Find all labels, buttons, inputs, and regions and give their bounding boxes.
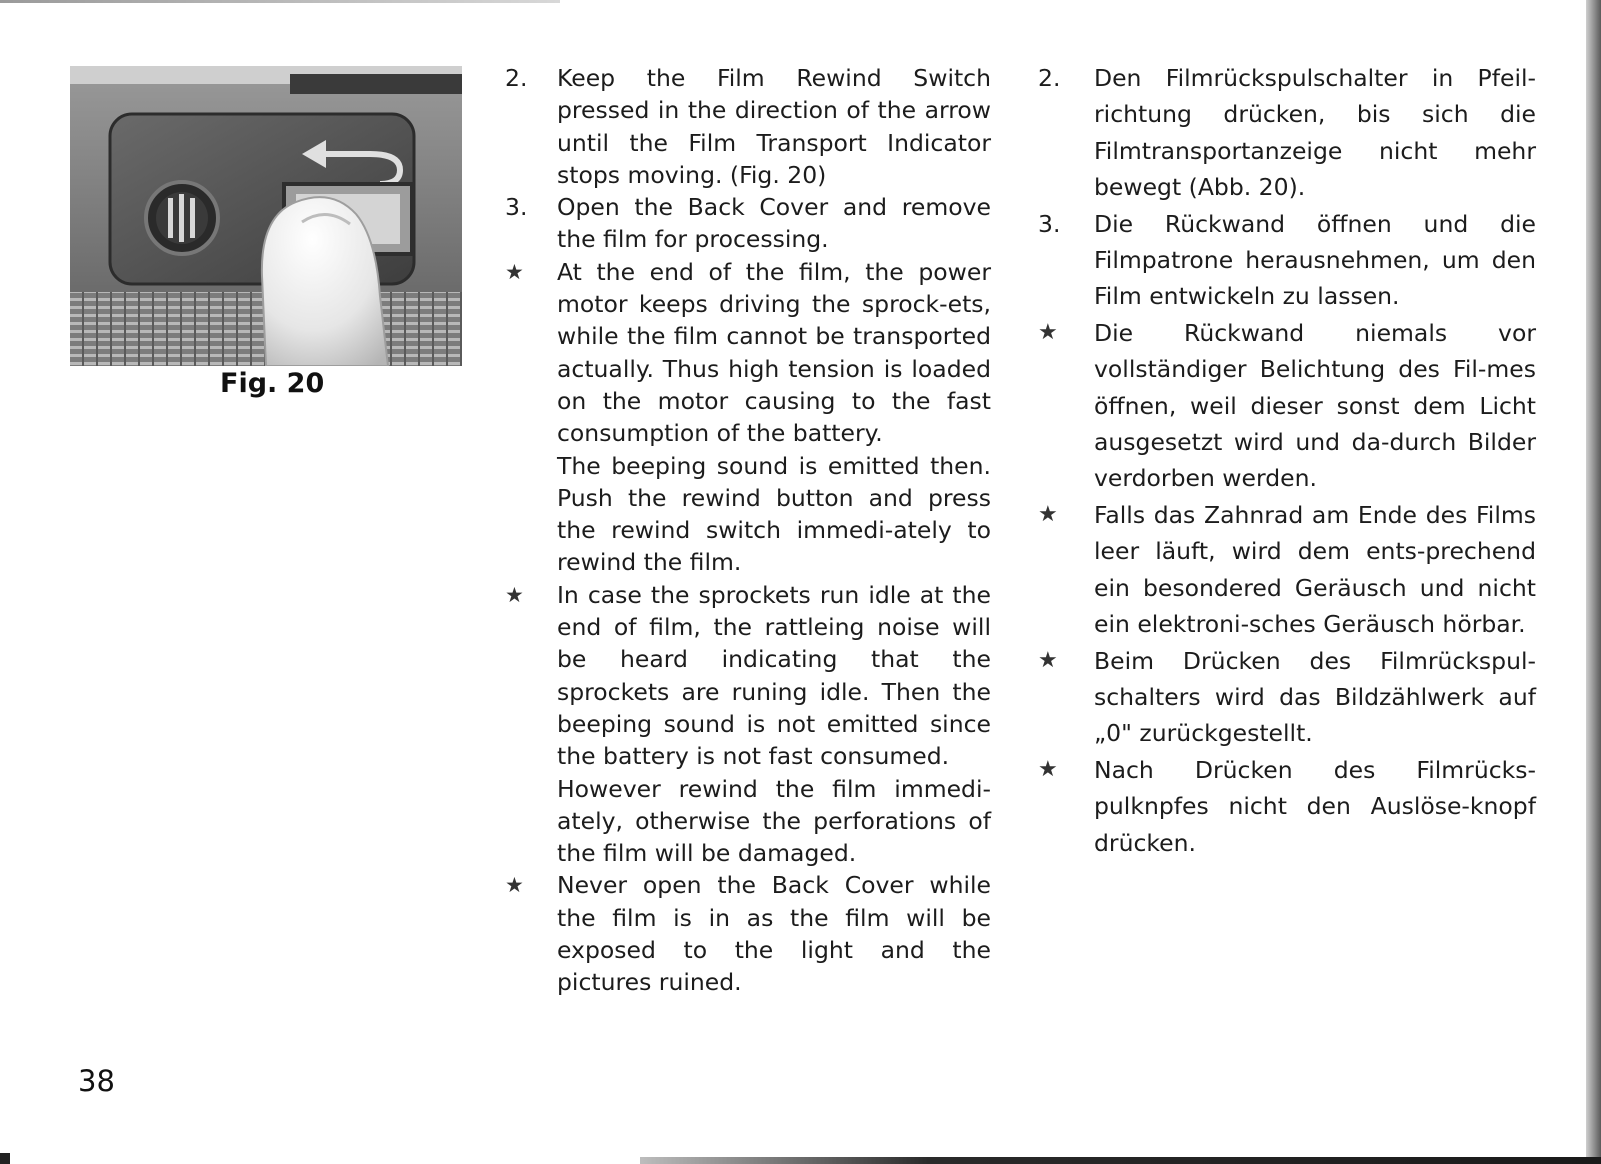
star-bullet-icon: ★: [1038, 319, 1058, 345]
step-number: 3.: [505, 193, 528, 222]
note-text: Falls das Zahnrad am Ende des Films leer läuft, wird dem ents-prechend ein besondered Geräusch und nicht ein elektroni-sches Geräusch hörbar.: [1094, 500, 1536, 639]
note-text: Die Rückwand niemals vor vollständiger Belichtung des Fil-mes öffnen, weil dieser sonst dem Licht ausgesetzt wird und da-durch Bilder verdorben werden.: [1094, 318, 1536, 493]
note-text: At the end of the film, the power motor keeps driving the sprock-ets, while the film cannot be transported actually. Thus high tension is loaded on the motor causing to the fast consumption of the battery.: [557, 257, 991, 448]
english-instructions: [505, 62, 991, 999]
list-item: [505, 191, 991, 256]
list-item: [1038, 206, 1536, 315]
page-top-edge: [0, 0, 560, 3]
list-item: [1038, 60, 1536, 206]
note-text: The beeping sound is emitted then. Push the rewind button and press the rewind switch immedi-ately to rewind the film.: [557, 451, 991, 577]
figure-caption: Fig. 20: [220, 368, 325, 399]
note-text: However rewind the film immedi-ately, otherwise the perforations of the film will be damaged.: [557, 774, 991, 868]
list-item: [1038, 315, 1536, 497]
german-instructions: [1038, 60, 1536, 861]
note-text: Beim Drücken des Filmrückspul-schalters wird das Bildzählwerk auf „0" zurückgestellt.: [1094, 646, 1536, 748]
step-number: 2.: [505, 64, 528, 92]
instruction-text: Open the Back Cover and remove the film for processing.: [557, 193, 991, 254]
figure-20-photo: [70, 66, 462, 366]
page-right-edge: [1586, 0, 1601, 1164]
list-item: [505, 869, 991, 998]
list-item: [505, 579, 991, 870]
note-text: In case the sprockets run idle at the end of film, the rattleing noise will be heard indicating that the sprockets are runing idle. Then the beeping sound is not emitted since the battery is not fast consumed.: [557, 580, 991, 771]
star-bullet-icon: ★: [1038, 756, 1058, 782]
instruction-text: Die Rückwand öffnen und die Filmpatrone herausnehmen, um den Film entwickeln zu lassen.: [1094, 209, 1536, 311]
note-text: Nach Drücken des Filmrücks-pulknpfes nicht den Auslöse-knopf drücken.: [1094, 755, 1536, 857]
star-bullet-icon: ★: [1038, 647, 1058, 673]
instruction-text: Den Filmrückspulschalter in Pfeil-richtung drücken, bis sich die Filmtransportanzeige nicht mehr bewegt (Abb. 20).: [1094, 64, 1536, 202]
star-bullet-icon: ★: [505, 873, 524, 898]
page-number: 38: [78, 1064, 115, 1098]
page-bottom-edge: [640, 1157, 1601, 1164]
step-number: 3.: [1038, 209, 1061, 238]
step-number: 2.: [1038, 64, 1061, 92]
list-item: [1038, 643, 1536, 752]
page-corner-mark: [0, 1153, 10, 1164]
star-bullet-icon: ★: [1038, 501, 1058, 527]
list-item: [1038, 497, 1536, 643]
star-bullet-icon: ★: [505, 259, 524, 284]
list-item: [1038, 752, 1536, 861]
note-text: Never open the Back Cover while the film is in as the film will be exposed to the light and the pictures ruined.: [557, 871, 991, 997]
camera-rewind-switch-photo: [70, 66, 462, 366]
instruction-text: Keep the Film Rewind Switch pressed in the direction of the arrow until the Film Transport Indicator stops moving. (Fig. 20): [557, 64, 991, 189]
star-bullet-icon: ★: [505, 582, 524, 607]
list-item: [505, 62, 991, 191]
list-item: [505, 256, 991, 579]
